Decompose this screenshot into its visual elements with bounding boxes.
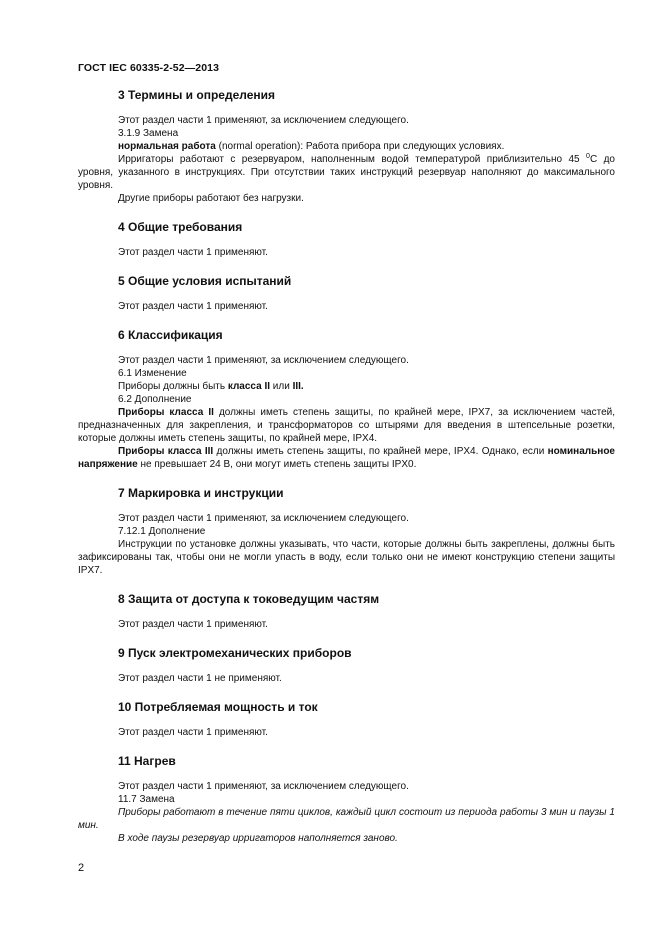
paragraph (78, 406, 615, 445)
page-content (78, 88, 615, 860)
clause-number: 6.1 Изменение (118, 368, 187, 379)
section-6 (78, 328, 615, 471)
paragraph: Другие приборы работают без нагрузки. (118, 193, 304, 204)
page-number: 2 (78, 862, 85, 874)
text-run: Приборы класса II (118, 407, 214, 418)
paragraph: Этот раздел части 1 применяют. (118, 247, 268, 258)
text-run: должны иметь степень защиты, по крайней мере, IPX7, за исключением частей, предназначенных для закрепления, и трансформаторов со штырями для введения в штепсельные розетки, которые должны иметь степень защиты, по крайней мере, IPX4. (78, 407, 616, 444)
text-run: С до уровня, указанного в инструкциях. При отсутствии таких инструкций резервуар наполняют до максимального уровня. (78, 154, 615, 191)
paragraph (78, 445, 615, 471)
section-11 (78, 754, 615, 845)
paragraph: Этот раздел части 1 применяют, за исключением следующего. (118, 115, 409, 126)
paragraph: Этот раздел части 1 применяют. (118, 301, 268, 312)
text-run: класса II (227, 381, 271, 392)
paragraph (78, 153, 615, 192)
paragraph: Этот раздел части 1 применяют. (118, 619, 268, 630)
text-run: должны иметь степень защиты, по крайней мере, IPX4. Однако, если (213, 446, 548, 457)
section-heading: 11 Нагрев (118, 754, 176, 768)
section-heading: 6 Классификация (118, 328, 223, 342)
text-run: Ирригаторы работают с резервуаром, наполненным водой температурой приблизительно 45 (118, 154, 587, 165)
text-run: III. (292, 381, 304, 392)
paragraph: Этот раздел части 1 применяют, за исключением следующего. (118, 781, 409, 792)
text-run: Приборы класса III (118, 446, 214, 457)
clause-number: 3.1.9 Замена (118, 128, 179, 139)
paragraph: Приборы работают в течение пяти циклов, каждый цикл состоит из периода работы 3 мин и паузы 1 мин. (78, 807, 615, 831)
section-5 (78, 274, 615, 313)
clause-number: 11.7 Замена (118, 794, 175, 805)
paragraph: В ходе паузы резервуар ирригаторов наполняется заново. (118, 833, 398, 844)
paragraph: Инструкции по установке должны указывать, что части, которые должны быть закреплены, должны быть зафиксированы так, чтобы они не могли упасть в воду, если только они не имеют конструкцию степени защиты IPX7. (78, 539, 615, 576)
section-7 (78, 486, 615, 577)
running-header: ГОСТ IEC 60335-2-52—2013 (78, 62, 220, 74)
paragraph: Этот раздел части 1 применяют. (118, 727, 268, 738)
paragraph: Этот раздел части 1 применяют, за исключением следующего. (118, 355, 409, 366)
clause-number: 6.2 Дополнение (118, 394, 192, 405)
section-8 (78, 592, 615, 631)
section-heading: 7 Маркировка и инструкции (118, 486, 284, 500)
text-run: не превышает 24 В, они могут иметь степень защиты IPX0. (137, 459, 417, 470)
text-run: Приборы должны быть (118, 381, 228, 392)
section-heading: 4 Общие требования (118, 220, 243, 234)
section-heading: 9 Пуск электромеханических приборов (118, 646, 352, 660)
definition-paragraph (78, 140, 615, 153)
text-run: или (270, 381, 293, 392)
section-3 (78, 88, 615, 205)
section-heading: 5 Общие условия испытаний (118, 274, 292, 288)
degree-superscript: 0 (586, 153, 590, 160)
clause-number: 7.12.1 Дополнение (118, 526, 206, 537)
paragraph: Этот раздел части 1 не применяют. (118, 673, 282, 684)
text-run: номинальное напряжение (78, 446, 615, 470)
paragraph (78, 380, 615, 393)
section-heading: 3 Термины и определения (118, 88, 276, 102)
section-heading: 10 Потребляемая мощность и ток (118, 700, 318, 714)
term-definition: (normal operation): Работа прибора при следующих условиях. (215, 141, 505, 152)
section-4 (78, 220, 615, 259)
section-10 (78, 700, 615, 739)
section-heading: 8 Защита от доступа к токоведущим частям (118, 592, 380, 606)
term: нормальная работа (118, 141, 216, 152)
section-9 (78, 646, 615, 685)
paragraph: Этот раздел части 1 применяют, за исключением следующего. (118, 513, 409, 524)
